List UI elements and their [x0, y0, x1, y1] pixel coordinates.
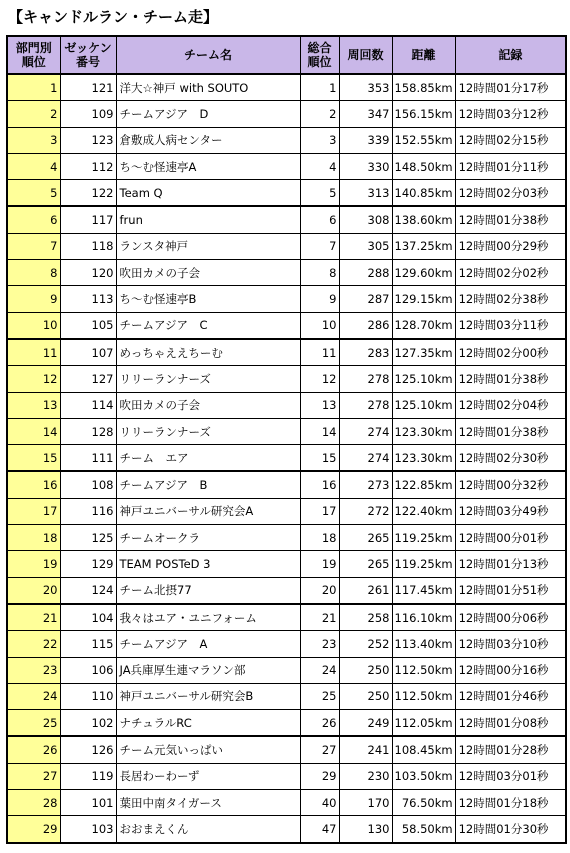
page-title: 【キャンドルラン・チーム走】	[8, 8, 219, 26]
laps-cell: 274	[339, 445, 392, 472]
overall-rank-cell: 12	[300, 366, 339, 392]
laps-cell: 278	[339, 366, 392, 392]
laps-cell: 252	[339, 631, 392, 657]
bib-number-cell: 129	[60, 551, 116, 577]
overall-rank-cell: 18	[300, 525, 339, 551]
table-row	[7, 339, 566, 366]
division-rank-cell: 8	[7, 260, 60, 286]
laps-cell: 273	[339, 471, 392, 498]
record-cell: 12時間01分46秒	[455, 683, 566, 709]
bib-number-cell: 124	[60, 577, 116, 604]
division-rank-cell: 19	[7, 551, 60, 577]
record-cell: 12時間02分38秒	[455, 286, 566, 312]
table-row	[7, 233, 566, 259]
bib-number-cell: 109	[60, 101, 116, 127]
laps-cell: 250	[339, 657, 392, 683]
record-cell: 12時間02分04秒	[455, 392, 566, 418]
bib-number-cell: 101	[60, 790, 116, 816]
bib-number-cell: 127	[60, 366, 116, 392]
table-row	[7, 74, 566, 101]
table-row	[7, 418, 566, 444]
bib-number-cell: 125	[60, 525, 116, 551]
table-row	[7, 525, 566, 551]
record-cell: 12時間01分17秒	[455, 74, 566, 101]
distance-cell: 116.10km	[392, 604, 455, 631]
team-name-cell: 洋大☆神戸 with SOUTO	[116, 74, 300, 101]
bib-number-cell: 103	[60, 816, 116, 843]
record-cell: 12時間01分51秒	[455, 577, 566, 604]
division-rank-cell: 12	[7, 366, 60, 392]
record-cell: 12時間03分49秒	[455, 498, 566, 524]
division-rank-cell: 16	[7, 471, 60, 498]
team-name-cell: 吹田カメの子会	[116, 260, 300, 286]
distance-cell: 122.85km	[392, 471, 455, 498]
team-name-cell: 吹田カメの子会	[116, 392, 300, 418]
distance-cell: 129.15km	[392, 286, 455, 312]
overall-rank-cell: 11	[300, 339, 339, 366]
team-name-cell: 葉田中南タイガース	[116, 790, 300, 816]
overall-rank-cell: 8	[300, 260, 339, 286]
overall-rank-cell: 40	[300, 790, 339, 816]
header-bib-line1: ゼッケン	[64, 41, 112, 55]
laps-cell: 287	[339, 286, 392, 312]
record-cell: 12時間03分12秒	[455, 101, 566, 127]
table-row	[7, 657, 566, 683]
distance-cell: 152.55km	[392, 127, 455, 153]
overall-rank-cell: 5	[300, 180, 339, 207]
table-row	[7, 577, 566, 604]
table-row	[7, 260, 566, 286]
division-rank-cell: 23	[7, 657, 60, 683]
bib-number-cell: 117	[60, 206, 116, 233]
team-name-cell: 神戸ユニバーサル研究会B	[116, 683, 300, 709]
record-cell: 12時間00分16秒	[455, 657, 566, 683]
distance-cell: 103.50km	[392, 763, 455, 789]
bib-number-cell: 123	[60, 127, 116, 153]
record-cell: 12時間01分11秒	[455, 153, 566, 179]
team-name-cell: チームアジア C	[116, 312, 300, 339]
header-record: 記録	[455, 36, 566, 74]
bib-number-cell: 128	[60, 418, 116, 444]
team-name-cell: ランスタ神戸	[116, 233, 300, 259]
distance-cell: 123.30km	[392, 418, 455, 444]
bib-number-cell: 107	[60, 339, 116, 366]
record-cell: 12時間00分32秒	[455, 471, 566, 498]
division-rank-cell: 14	[7, 418, 60, 444]
bib-number-cell: 114	[60, 392, 116, 418]
bib-number-cell: 104	[60, 604, 116, 631]
team-name-cell: チームアジア A	[116, 631, 300, 657]
record-cell: 12時間03分10秒	[455, 631, 566, 657]
laps-cell: 261	[339, 577, 392, 604]
header-overall-line1: 総合	[307, 41, 332, 55]
laps-cell: 274	[339, 418, 392, 444]
team-name-cell: チームアジア B	[116, 471, 300, 498]
laps-cell: 347	[339, 101, 392, 127]
overall-rank-cell: 9	[300, 286, 339, 312]
header-laps: 周回数	[339, 36, 392, 74]
team-name-cell: ナチュラルRC	[116, 710, 300, 737]
distance-cell: 158.85km	[392, 74, 455, 101]
record-cell: 12時間03分11秒	[455, 312, 566, 339]
record-cell: 12時間03分01秒	[455, 763, 566, 789]
table-row	[7, 551, 566, 577]
distance-cell: 140.85km	[392, 180, 455, 207]
table-row	[7, 471, 566, 498]
results-table	[6, 35, 567, 844]
record-cell: 12時間01分38秒	[455, 206, 566, 233]
record-cell: 12時間00分29秒	[455, 233, 566, 259]
distance-cell: 112.05km	[392, 710, 455, 737]
header-distance: 距離	[392, 36, 455, 74]
distance-cell: 119.25km	[392, 551, 455, 577]
header-bib-number	[60, 36, 116, 74]
division-rank-cell: 22	[7, 631, 60, 657]
record-cell: 12時間01分38秒	[455, 418, 566, 444]
division-rank-cell: 15	[7, 445, 60, 472]
team-name-cell: JA兵庫厚生連マラソン部	[116, 657, 300, 683]
record-cell: 12時間00分06秒	[455, 604, 566, 631]
team-name-cell: リリーランナーズ	[116, 366, 300, 392]
record-cell: 12時間01分13秒	[455, 551, 566, 577]
distance-cell: 138.60km	[392, 206, 455, 233]
laps-cell: 313	[339, 180, 392, 207]
overall-rank-cell: 16	[300, 471, 339, 498]
division-rank-cell: 3	[7, 127, 60, 153]
team-name-cell: 倉敷成人病センター	[116, 127, 300, 153]
division-rank-cell: 26	[7, 736, 60, 763]
team-name-cell: 我々はユア・ユニフォーム	[116, 604, 300, 631]
laps-cell: 272	[339, 498, 392, 524]
laps-cell: 305	[339, 233, 392, 259]
division-rank-cell: 7	[7, 233, 60, 259]
team-name-cell: 長居わーわーず	[116, 763, 300, 789]
header-division-rank	[7, 36, 60, 74]
header-division-rank-line1: 部門別	[15, 41, 52, 55]
bib-number-cell: 122	[60, 180, 116, 207]
division-rank-cell: 21	[7, 604, 60, 631]
team-name-cell: Team Q	[116, 180, 300, 207]
table-row	[7, 445, 566, 472]
table-row	[7, 180, 566, 207]
team-name-cell: チームオークラ	[116, 525, 300, 551]
laps-cell: 241	[339, 736, 392, 763]
bib-number-cell: 111	[60, 445, 116, 472]
division-rank-cell: 17	[7, 498, 60, 524]
distance-cell: 112.50km	[392, 657, 455, 683]
division-rank-cell: 4	[7, 153, 60, 179]
laps-cell: 288	[339, 260, 392, 286]
header-team-name: チーム名	[116, 36, 300, 74]
table-row	[7, 153, 566, 179]
bib-number-cell: 121	[60, 74, 116, 101]
division-rank-cell: 5	[7, 180, 60, 207]
bib-number-cell: 126	[60, 736, 116, 763]
distance-cell: 117.45km	[392, 577, 455, 604]
overall-rank-cell: 47	[300, 816, 339, 843]
distance-cell: 125.10km	[392, 392, 455, 418]
division-rank-cell: 9	[7, 286, 60, 312]
team-name-cell: リリーランナーズ	[116, 418, 300, 444]
overall-rank-cell: 10	[300, 312, 339, 339]
distance-cell: 58.50km	[392, 816, 455, 843]
laps-cell: 250	[339, 683, 392, 709]
laps-cell: 130	[339, 816, 392, 843]
distance-cell: 122.40km	[392, 498, 455, 524]
distance-cell: 125.10km	[392, 366, 455, 392]
team-name-cell: チーム元気いっぱい	[116, 736, 300, 763]
record-cell: 12時間02分30秒	[455, 445, 566, 472]
distance-cell: 127.35km	[392, 339, 455, 366]
overall-rank-cell: 6	[300, 206, 339, 233]
overall-rank-cell: 3	[300, 127, 339, 153]
table-row	[7, 498, 566, 524]
bib-number-cell: 106	[60, 657, 116, 683]
table-row	[7, 101, 566, 127]
division-rank-cell: 24	[7, 683, 60, 709]
overall-rank-cell: 1	[300, 74, 339, 101]
laps-cell: 286	[339, 312, 392, 339]
team-name-cell: frun	[116, 206, 300, 233]
header-overall-line2: 順位	[307, 55, 332, 69]
overall-rank-cell: 2	[300, 101, 339, 127]
division-rank-cell: 13	[7, 392, 60, 418]
distance-cell: 148.50km	[392, 153, 455, 179]
table-row	[7, 286, 566, 312]
team-name-cell: めっちゃええちーむ	[116, 339, 300, 366]
distance-cell: 123.30km	[392, 445, 455, 472]
record-cell: 12時間01分30秒	[455, 816, 566, 843]
division-rank-cell: 10	[7, 312, 60, 339]
table-row	[7, 312, 566, 339]
bib-number-cell: 119	[60, 763, 116, 789]
table-row	[7, 683, 566, 709]
division-rank-cell: 11	[7, 339, 60, 366]
distance-cell: 119.25km	[392, 525, 455, 551]
division-rank-cell: 2	[7, 101, 60, 127]
overall-rank-cell: 29	[300, 763, 339, 789]
record-cell: 12時間02分02秒	[455, 260, 566, 286]
distance-cell: 129.60km	[392, 260, 455, 286]
overall-rank-cell: 14	[300, 418, 339, 444]
overall-rank-cell: 19	[300, 551, 339, 577]
table-row	[7, 790, 566, 816]
overall-rank-cell: 23	[300, 631, 339, 657]
overall-rank-cell: 17	[300, 498, 339, 524]
bib-number-cell: 102	[60, 710, 116, 737]
distance-cell: 112.50km	[392, 683, 455, 709]
overall-rank-cell: 26	[300, 710, 339, 737]
overall-rank-cell: 15	[300, 445, 339, 472]
bib-number-cell: 113	[60, 286, 116, 312]
bib-number-cell: 112	[60, 153, 116, 179]
bib-number-cell: 115	[60, 631, 116, 657]
header-overall-rank	[300, 36, 339, 74]
division-rank-cell: 1	[7, 74, 60, 101]
overall-rank-cell: 7	[300, 233, 339, 259]
team-name-cell: ち～む怪速亭A	[116, 153, 300, 179]
team-name-cell: 神戸ユニバーサル研究会A	[116, 498, 300, 524]
bib-number-cell: 120	[60, 260, 116, 286]
table-row	[7, 631, 566, 657]
record-cell: 12時間02分03秒	[455, 180, 566, 207]
distance-cell: 128.70km	[392, 312, 455, 339]
distance-cell: 113.40km	[392, 631, 455, 657]
team-name-cell: チーム エア	[116, 445, 300, 472]
record-cell: 12時間01分28秒	[455, 736, 566, 763]
team-name-cell: TEAM POSTeD 3	[116, 551, 300, 577]
laps-cell: 330	[339, 153, 392, 179]
team-name-cell: チームアジア D	[116, 101, 300, 127]
table-row	[7, 127, 566, 153]
distance-cell: 76.50km	[392, 790, 455, 816]
laps-cell: 353	[339, 74, 392, 101]
record-cell: 12時間02分15秒	[455, 127, 566, 153]
laps-cell: 258	[339, 604, 392, 631]
laps-cell: 170	[339, 790, 392, 816]
bib-number-cell: 116	[60, 498, 116, 524]
overall-rank-cell: 4	[300, 153, 339, 179]
overall-rank-cell: 27	[300, 736, 339, 763]
table-row	[7, 736, 566, 763]
division-rank-cell: 25	[7, 710, 60, 737]
table-row	[7, 604, 566, 631]
table-row	[7, 816, 566, 843]
laps-cell: 230	[339, 763, 392, 789]
record-cell: 12時間01分08秒	[455, 710, 566, 737]
bib-number-cell: 105	[60, 312, 116, 339]
distance-cell: 156.15km	[392, 101, 455, 127]
record-cell: 12時間00分01秒	[455, 525, 566, 551]
header-division-rank-line2: 順位	[21, 55, 46, 69]
table-row	[7, 710, 566, 737]
table-row	[7, 206, 566, 233]
record-cell: 12時間01分38秒	[455, 366, 566, 392]
division-rank-cell: 27	[7, 763, 60, 789]
overall-rank-cell: 13	[300, 392, 339, 418]
distance-cell: 108.45km	[392, 736, 455, 763]
record-cell: 12時間01分18秒	[455, 790, 566, 816]
team-name-cell: おおまえくん	[116, 816, 300, 843]
overall-rank-cell: 24	[300, 657, 339, 683]
table-row	[7, 392, 566, 418]
laps-cell: 265	[339, 551, 392, 577]
division-rank-cell: 28	[7, 790, 60, 816]
division-rank-cell: 20	[7, 577, 60, 604]
record-cell: 12時間02分00秒	[455, 339, 566, 366]
division-rank-cell: 6	[7, 206, 60, 233]
table-row	[7, 763, 566, 789]
laps-cell: 308	[339, 206, 392, 233]
team-name-cell: ち～む怪速亭B	[116, 286, 300, 312]
division-rank-cell: 18	[7, 525, 60, 551]
laps-cell: 283	[339, 339, 392, 366]
table-row	[7, 366, 566, 392]
bib-number-cell: 110	[60, 683, 116, 709]
bib-number-cell: 118	[60, 233, 116, 259]
laps-cell: 278	[339, 392, 392, 418]
distance-cell: 137.25km	[392, 233, 455, 259]
overall-rank-cell: 20	[300, 577, 339, 604]
overall-rank-cell: 21	[300, 604, 339, 631]
header-row	[7, 36, 566, 74]
laps-cell: 339	[339, 127, 392, 153]
laps-cell: 265	[339, 525, 392, 551]
division-rank-cell: 29	[7, 816, 60, 843]
header-bib-line2: 番号	[75, 55, 100, 69]
bib-number-cell: 108	[60, 471, 116, 498]
team-name-cell: チーム北摂77	[116, 577, 300, 604]
overall-rank-cell: 25	[300, 683, 339, 709]
laps-cell: 249	[339, 710, 392, 737]
